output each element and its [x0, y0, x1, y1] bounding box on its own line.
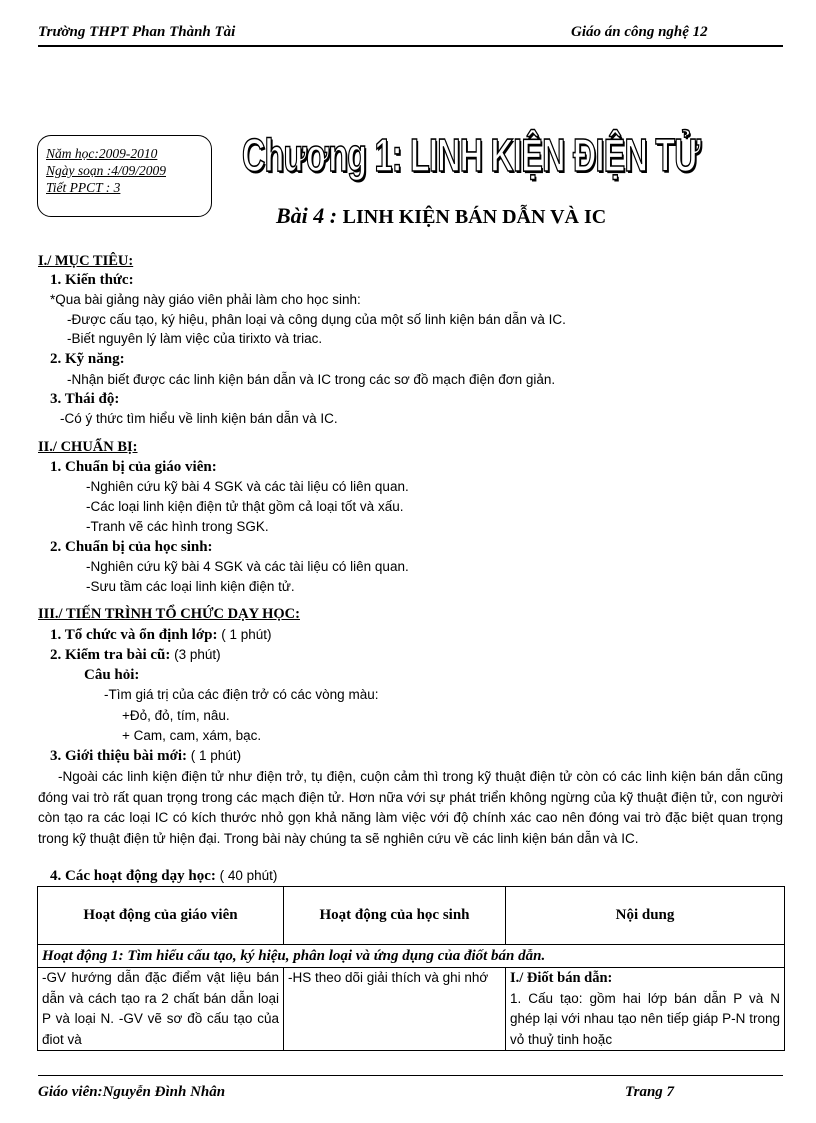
student-prep-title: 2. Chuẩn bị của học sinh:	[50, 539, 213, 555]
organize-class: 1. Tổ chức và ổn định lớp: ( 1 phút)	[50, 627, 272, 643]
intro-new-lesson: 3. Giới thiệu bài mới: ( 1 phút)	[50, 748, 242, 764]
question-option: + Cam, cam, xám, bạc.	[122, 728, 262, 743]
attitude-title: 3. Thái độ:	[50, 391, 120, 407]
review-old-lesson: 2. Kiểm tra bài cũ: (3 phút)	[50, 647, 221, 663]
content-title: I./ Điốt bán dẫn:	[510, 970, 613, 986]
table-header: Hoạt động của học sinh	[284, 887, 506, 945]
table-header: Hoạt động của giáo viên	[38, 887, 284, 945]
table-row	[38, 968, 785, 1051]
teacher-prep-item: -Nghiên cứu kỹ bài 4 SGK và các tài liệu có liên quan.	[86, 479, 409, 494]
knowledge-item: -Được cấu tạo, ký hiệu, phân loại và công dụng của một số linh kiện bán dẫn và IC.	[67, 312, 566, 327]
student-prep-item: -Nghiên cứu kỹ bài 4 SGK và các tài liệu có liên quan.	[86, 559, 409, 574]
skills-title: 2. Kỹ năng:	[50, 351, 125, 367]
knowledge-title: 1. Kiến thức:	[50, 272, 134, 288]
teacher-prep-item: -Các loại linh kiện điện tử thật gồm cả loại tốt và xấu.	[86, 499, 404, 514]
activity-1-title: Hoạt động 1: Tìm hiểu cấu tạo, ký hiệu, phân loại và ứng dụng của điốt bán dẫn.	[38, 945, 785, 968]
teacher-prep-item: -Tranh vẽ các hình trong SGK.	[86, 519, 269, 534]
lesson-title	[276, 203, 606, 229]
section-3-title: III./ TIẾN TRÌNH TỔ CHỨC DẠY HỌC:	[38, 606, 300, 622]
section-2-title: II./ CHUẨN BỊ:	[38, 439, 138, 455]
attitude-item: -Có ý thức tìm hiểu về linh kiện bán dẫn và IC.	[60, 411, 338, 426]
teacher-activity-cell: -GV hướng dẫn đặc điểm vật liệu bán dẫn và cách tạo ra 2 chất bán dẫn loại P và loại N. -GV vẽ sơ đồ cấu tạo của điot và	[38, 968, 284, 1051]
header-rule	[38, 45, 783, 47]
table-header: Nội dung	[506, 887, 785, 945]
section-1-title: I./ MỤC TIÊU:	[38, 253, 134, 269]
lesson-info-box	[37, 135, 212, 217]
lesson-number: Bài 4 :	[276, 203, 338, 228]
header-subject: Giáo án công nghệ 12	[571, 24, 708, 40]
footer-rule	[38, 1075, 783, 1076]
date-prepared: Ngày soạn :4/09/2009	[46, 163, 166, 178]
question-text: -Tìm giá trị của các điện trở có các vòng màu:	[104, 687, 379, 702]
knowledge-intro: *Qua bài giảng này giáo viên phải làm cho học sinh:	[50, 292, 361, 307]
knowledge-item: -Biết nguyên lý làm việc của tirixto và triac.	[67, 331, 323, 346]
teaching-activities: 4. Các hoạt động dạy học: ( 40 phút)	[50, 868, 278, 884]
teacher-prep-title: 1. Chuẩn bị của giáo viên:	[50, 459, 217, 475]
question-title: Câu hỏi:	[84, 667, 140, 683]
table-header-row	[38, 887, 785, 945]
skills-item: -Nhận biết được các linh kiện bán dẫn và IC trong các sơ đồ mạch điện đơn giản.	[67, 372, 556, 387]
header-school: Trường THPT Phan Thành Tài	[38, 24, 236, 40]
content-cell	[506, 968, 785, 1051]
content-text: 1. Cấu tạo: gồm hai lớp bán dẫn P và N ghép lại với nhau tạo nên tiếp giáp P-N trong vỏ thuỷ tinh hoặc	[510, 990, 780, 1047]
student-activity-cell: -HS theo dõi giải thích và ghi nhớ	[284, 968, 506, 1051]
question-option: +Đỏ, đỏ, tím, nâu.	[122, 708, 230, 723]
period: Tiết PPCT : 3	[46, 180, 121, 195]
activity-row	[38, 945, 785, 968]
footer-teacher: Giáo viên:Nguyễn Đình Nhân	[38, 1084, 226, 1100]
student-prep-item: -Sưu tầm các loại linh kiện điện tử.	[86, 579, 295, 594]
footer-page: Trang 7	[625, 1084, 675, 1100]
lesson-name: LINH KIỆN BÁN DẪN VÀ IC	[342, 206, 607, 228]
school-year: Năm học:2009-2010	[46, 146, 158, 161]
chapter-title: Chương 1: LINH KIỆN ĐIỆN TỬ	[242, 129, 701, 181]
activities-table	[37, 886, 785, 1051]
intro-paragraph: -Ngoài các linh kiện điện tử như điện trở, tụ điện, cuộn cảm thì trong kỹ thuật điện tử còn có các linh kiện bán dẫn cũng đóng vai trò rất quan trọng trong các mạch điện tử. Hơn nữa với sự phát triển không ngừng của kỹ thuật điện tử, con người còn tạo ra các loại IC có kích thước nhỏ gọn khả năng làm việc với độ chính xác cao nên đóng vai trò đặc biệt quan trọng trong kỹ thuật điện tử hiện đại. Trong bài này chúng ta sẽ nghiên cứu về các linh kiện bán dẫn và IC.	[38, 769, 783, 846]
